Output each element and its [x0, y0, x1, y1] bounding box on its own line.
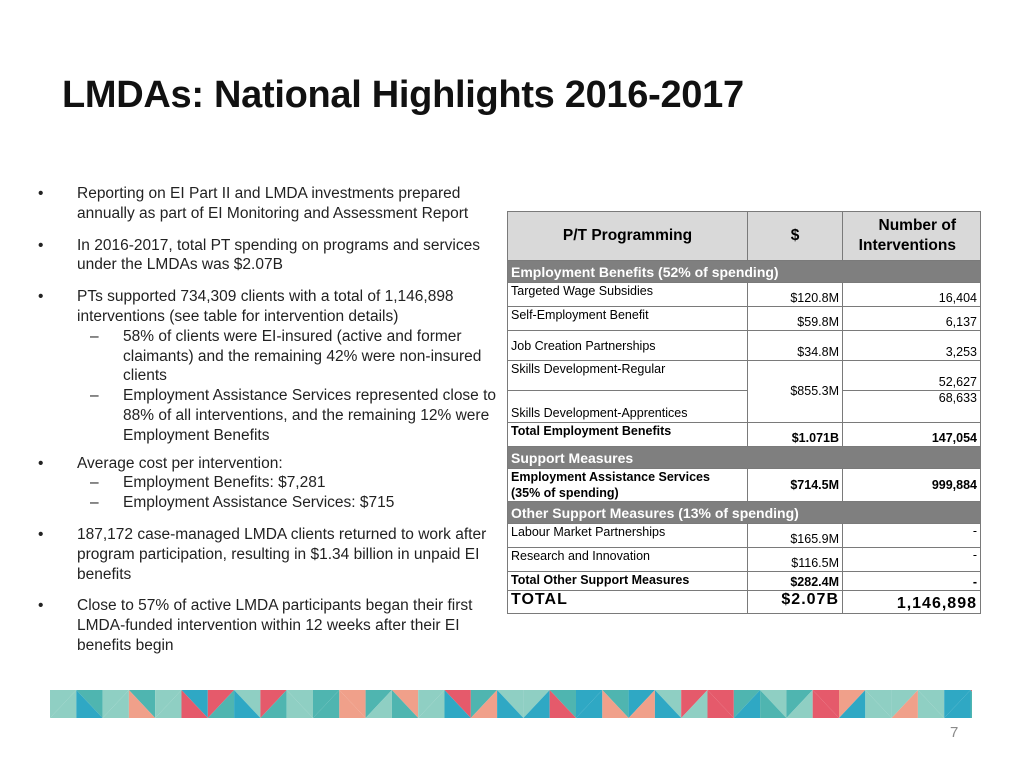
section-label: Support Measures: [508, 447, 981, 469]
program-name: [508, 469, 748, 502]
bullet-item: [30, 454, 500, 474]
program-name-line: Employment Assistance Services: [511, 470, 710, 484]
program-count: 999,884: [843, 469, 981, 502]
bullet-text: Close to 57% of active LMDA participants began their first LMDA-funded intervention within 12 weeks after their EI benefits begin: [77, 597, 473, 654]
table-row: [508, 524, 981, 548]
sub-bullet-text: Employment Assistance Services: $715: [123, 494, 395, 512]
decorative-triangle-band: [50, 690, 972, 718]
bullet-text: Reporting on EI Part II and LMDA investments prepared annually as part of EI Monitoring and Assessment Report: [77, 185, 469, 222]
section-row-support-measures: [508, 447, 981, 469]
bullet-text: In 2016-2017, total PT spending on programs and services under the LMDAs was $2.07B: [77, 236, 480, 274]
bullet-text: Average cost per intervention:: [77, 454, 283, 472]
section-label: Other Support Measures (13% of spending): [508, 502, 981, 524]
program-count: 16,404: [843, 283, 981, 307]
bullet-item: [30, 236, 500, 276]
program-name-line: (35% of spending): [511, 486, 619, 500]
bullet-item: [30, 596, 500, 655]
sub-bullet-text: Employment Assistance Services represented close to 88% of all interventions, and the remaining 12% were Employment Benefits: [123, 387, 497, 444]
program-amount: $34.8M: [748, 331, 843, 361]
table-header-row: [508, 212, 981, 261]
sub-bullet-item: [30, 493, 500, 513]
table-row-grand-total: [508, 591, 981, 614]
program-name: Labour Market Partnerships: [508, 524, 748, 548]
total-count: 1,146,898: [843, 591, 981, 614]
dash-symbol: –: [90, 474, 99, 492]
bullet-symbol: •: [38, 525, 44, 543]
table-row-total-other-support-measures: [508, 572, 981, 591]
program-amount: $714.5M: [748, 469, 843, 502]
slide-title: LMDAs: National Highlights 2016-2017: [62, 74, 744, 116]
sub-bullet-item: [30, 473, 500, 493]
section-label: Employment Benefits (52% of spending): [508, 261, 981, 283]
total-label: TOTAL: [508, 591, 748, 614]
program-amount: $120.8M: [748, 283, 843, 307]
programming-table: [507, 211, 981, 614]
program-count: -: [843, 572, 981, 591]
program-amount: $855.3M: [748, 361, 843, 423]
table-row: [508, 361, 981, 391]
bullet-symbol: •: [38, 236, 44, 254]
sub-bullet-text: 58% of clients were EI-insured (active and former claimants) and the remaining 42% were non-insured clients: [123, 327, 482, 385]
header-pt-programming: P/T Programming: [508, 212, 748, 261]
section-row-employment-benefits: [508, 261, 981, 283]
table-row: [508, 307, 981, 331]
program-amount: $1.071B: [748, 423, 843, 447]
program-count: 3,253: [843, 331, 981, 361]
program-amount: $59.8M: [748, 307, 843, 331]
program-name: Research and Innovation: [508, 548, 748, 572]
header-number-of-interventions: Number of Interventions: [843, 212, 981, 261]
bullet-symbol: •: [38, 454, 44, 472]
sub-bullet-text: Employment Benefits: $7,281: [123, 474, 326, 492]
table-row: [508, 469, 981, 502]
dash-symbol: –: [90, 387, 99, 405]
program-count: 6,137: [843, 307, 981, 331]
page-number: 7: [950, 724, 959, 741]
program-name: Targeted Wage Subsidies: [508, 283, 748, 307]
section-row-other-support-measures: [508, 502, 981, 524]
dash-symbol: –: [90, 494, 99, 512]
program-name: Total Other Support Measures: [508, 572, 748, 591]
bullet-item: [30, 525, 500, 584]
program-amount: $165.9M: [748, 524, 843, 548]
bullet-text: 187,172 case-managed LMDA clients returned to work after program participation, resulting in $1.34 billion in unpaid EI benefits: [77, 525, 487, 583]
program-count: 68,633: [843, 391, 981, 423]
bullet-symbol: •: [38, 597, 44, 615]
bullet-text: PTs supported 734,309 clients with a total of 1,146,898 interventions (see table for intervention details): [77, 288, 454, 325]
program-name: Self-Employment Benefit: [508, 307, 748, 331]
sub-bullet-item: [30, 327, 500, 386]
program-name: Skills Development-Regular: [508, 361, 748, 391]
program-amount: $116.5M: [748, 548, 843, 572]
program-name: Total Employment Benefits: [508, 423, 748, 447]
total-amount: $2.07B: [748, 591, 843, 614]
table-row: [508, 331, 981, 361]
bullet-list: [30, 184, 500, 656]
table-row: [508, 283, 981, 307]
program-count: -: [843, 548, 981, 572]
band-triangle: [971, 690, 973, 718]
header-dollars: $: [748, 212, 843, 261]
table-row: [508, 391, 981, 423]
sub-bullet-item: [30, 386, 500, 445]
bullet-symbol: •: [38, 288, 44, 306]
program-count: 147,054: [843, 423, 981, 447]
table-row: [508, 548, 981, 572]
program-count: 52,627: [843, 361, 981, 391]
program-amount: $282.4M: [748, 572, 843, 591]
table-row-total-employment-benefits: [508, 423, 981, 447]
dash-symbol: –: [90, 327, 99, 345]
program-name: Skills Development-Apprentices: [508, 391, 748, 423]
bullet-item: [30, 287, 500, 327]
bullet-symbol: •: [38, 185, 44, 202]
program-name: Job Creation Partnerships: [508, 331, 748, 361]
bullet-item: [30, 184, 500, 224]
program-count: -: [843, 524, 981, 548]
